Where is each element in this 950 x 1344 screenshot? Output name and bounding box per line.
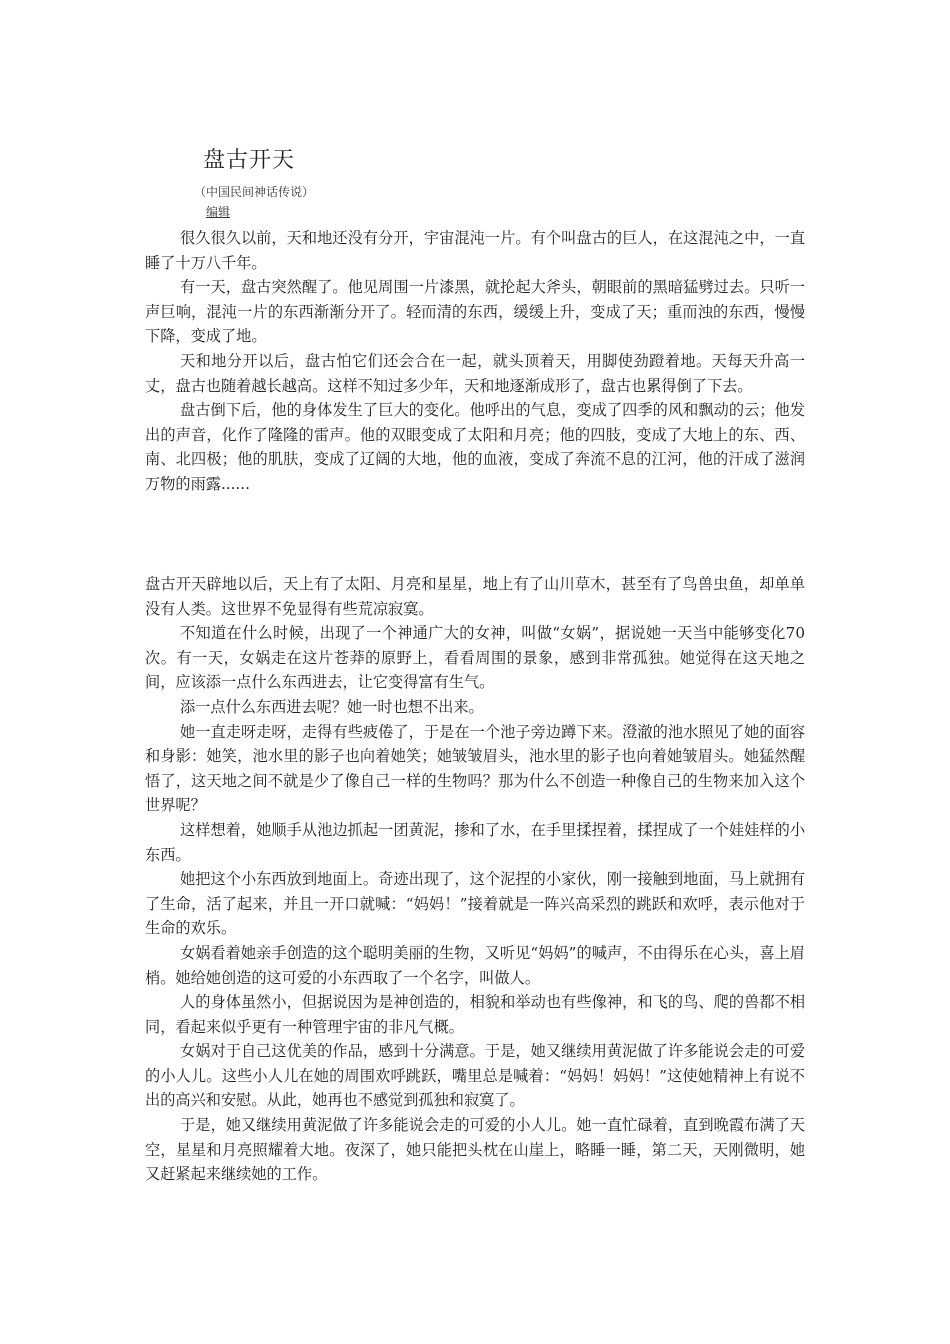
story-paragraph: 盘古倒下后，他的身体发生了巨大的变化。他呼出的气息，变成了四季的风和飘动的云；他发出的声音，化作了隆隆的雷声。他的双眼变成了太阳和月亮；他的四肢，变成了大地上的东、西、南、北四极；他的肌肤，变成了辽阔的大地，他的血液，变成了奔流不息的江河，他的汗成了滋润万物的雨露...... [145,401,805,493]
story-paragraph: 添一点什么东西进去呢？她一时也想不出来。 [179,697,484,716]
story-paragraph: 很久很久以前，天和地还没有分开，宇宙混沌一片。有个叫盘古的巨人，在这混沌之中，一直睡了十万八千年。 [145,229,805,272]
page-subtitle: （中国民间神话传说） [194,185,315,199]
story-paragraph: 女娲看着她亲手创造的这个聪明美丽的生物，又听见“妈妈”的喊声，不由得乐在心头，喜上眉梢。她给她创造的这可爱的小东西取了一个名字，叫做人。 [145,943,805,987]
pangu-story-section [145,226,805,497]
story-paragraph: 天和地分开以后，盘古怕它们还会合在一起，就头顶着天，用脚使劲蹬着地。天每天升高一丈，盘古也随着越长越高。这样不知过多少年，天和地逐渐成形了，盘古也累得倒了下去。 [145,351,805,395]
nuwa-story-section [145,572,805,1187]
story-paragraph: 她一直走呀走呀，走得有些疲倦了，于是在一个池子旁边蹲下来。澄澈的池水照见了她的面容和身影：她笑，池水里的影子也向着她笑；她皱皱眉头，池水里的影子也向着她皱眉头。她猛然醒悟了，这天地之间不就是少了像自己一样的生物吗？那为什么不创造一种像自己的生物来加入这个世界呢？ [145,722,805,815]
page-title: 盘古开天 [203,148,296,173]
story-paragraph: 有一天，盘古突然醒了。他见周围一片漆黑，就抡起大斧头，朝眼前的黑暗猛劈过去。只听一声巨响，混沌一片的东西渐渐分开了。轻而清的东西，缓缓上升，变成了天；重而浊的东西，慢慢下降，变成了地。 [145,278,805,346]
story-paragraph: 盘古开天辟地以后，天上有了太阳、月亮和星星，地上有了山川草木，甚至有了鸟兽虫鱼，却单单没有人类。这世界不免显得有些荒凉寂寞。 [145,575,805,618]
story-paragraph: 人的身体虽然小，但据说因为是神创造的，相貌和举动也有些像神，和飞的鸟、爬的兽都不相同，看起来似乎更有一种管理宇宙的非凡气概。 [145,993,805,1036]
story-paragraph: 这样想着，她顺手从池边抓起一团黄泥，掺和了水，在手里揉捏着，揉捏成了一个娃娃样的小东西。 [145,820,805,864]
story-paragraph: 她把这个小东西放到地面上。奇迹出现了，这个泥捏的小家伙，刚一接触到地面，马上就拥有了生命，活了起来，并且一开口就喊：“妈妈！”接着就是一阵兴高采烈的跳跃和欢呼，表示他对于生命的欢乐。 [145,870,805,938]
story-paragraph: 于是，她又继续用黄泥做了许多能说会走的可爱的小人儿。她一直忙碌着，直到晚霞布满了天空，星星和月亮照耀着大地。夜深了，她只能把头枕在山崖上，略睡一睡，第二天，天刚微明，她又赶紧起来继续她的工作。 [145,1116,805,1184]
story-paragraph: 不知道在什么时候，出现了一个神通广大的女神，叫做“女娲”，据说她一天当中能够变化70次。有一天，女娲走在这片苍莽的原野上，看看周围的景象，感到非常孤独。她觉得在这天地之间，应该添一点什么东西进去，让它变得富有生气。 [145,624,805,692]
edit-link[interactable]: 编辑 [206,205,231,219]
story-paragraph: 女娲对于自己这优美的作品，感到十分满意。于是，她又继续用黄泥做了许多能说会走的可爱的小人儿。这些小人儿在她的周围欢呼跳跃，嘴里总是喊着：“妈妈！妈妈！”这使她精神上有说不出的高兴和安慰。从此，她再也不感觉到孤独和寂寞了。 [145,1042,805,1110]
